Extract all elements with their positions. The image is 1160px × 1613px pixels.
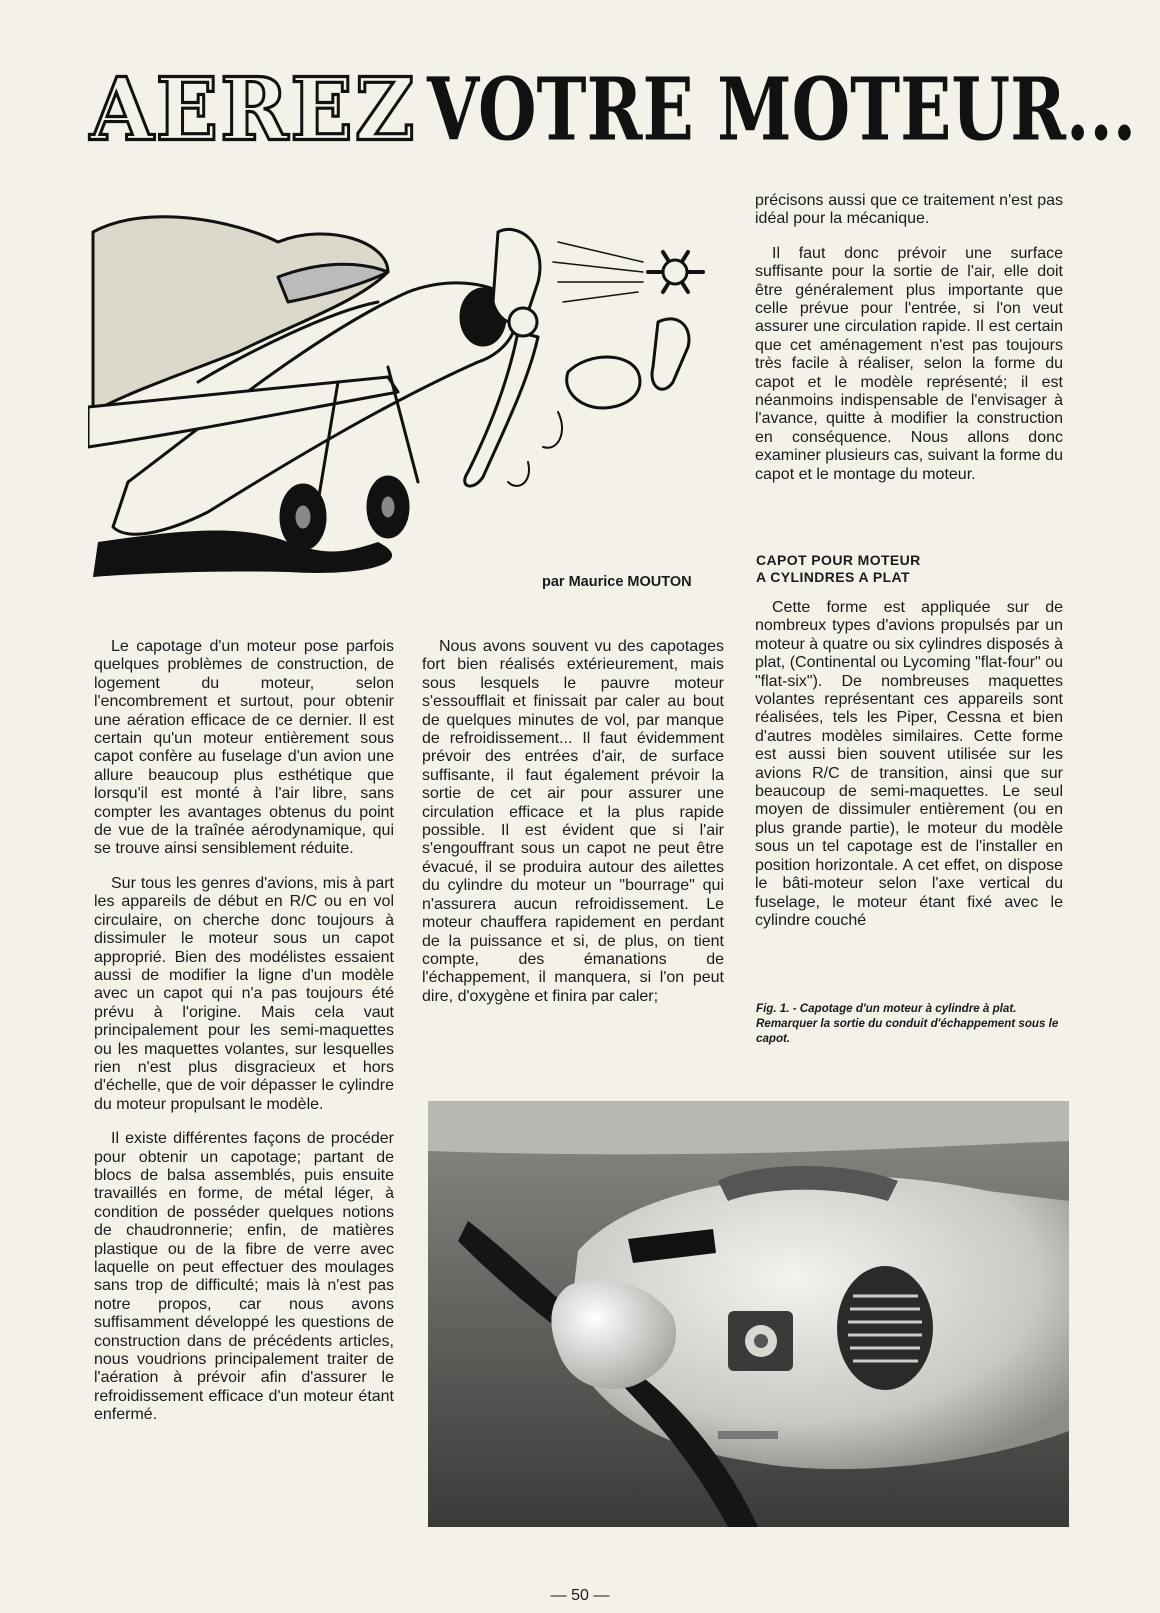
section-heading-line: A CYLINDRES A PLAT	[756, 569, 910, 585]
column-3-bottom	[755, 599, 1063, 946]
column-1	[94, 638, 394, 1441]
paragraph: Nous avons souvent vu des capotages fort bien réalisés extérieurement, mais sous lesquels le pauvre moteur s'essoufflait et finissait par caler au bout de quelques minutes de vol, par manque de refroidissement... Il faut évidemment prévoir des entrées d'air, de surface suffisante, il faut également prévoir la sortie de cet air pour assurer une circulation efficace et la plus rapide possible. Il est évident que si l'air s'engouffrant sous un capot ne peut être évacué, il se produira autour des ailettes du cylindre du moteur un "bourrage" qui n'assurera aucun refroidissement. Le moteur chauffera rapidement en perdant de la puissance et si, de plus, on tient compte, des émanations de l'échappement, il manquera, si l'on peut dire, d'oxygène et finira par caler;	[422, 638, 724, 1005]
paragraph: Cette forme est appliquée sur de nombreux types d'avions propulsés par un moteur à quatre ou six cylindres disposés à plat, (Continental ou Lycoming "flat-four" ou "flat-six"). De nombreuses maquettes volantes représentant ces appareils sont réalisées, tels les Piper, Cessna et bien d'autres modèles similaires. Cette forme est aussi bien souvent utilisée sur les avions R/C de transition, ainsi que sur beaucoup de semi-maquettes. Le seul moyen de dissimuler entièrement (ou en plus grande partie), le moteur du modèle sous un tel capotage est de l'installer en position horizontale. A cet effet, on dispose le bâti-moteur selon l'axe vertical du fuselage, le moteur étant fixé avec le cylindre couché	[755, 599, 1063, 929]
title-outline-word: AEREZ	[90, 59, 417, 161]
title-solid-words: VOTRE MOTEUR...	[426, 59, 1136, 161]
figure-caption: Fig. 1. - Capotage d'un moteur à cylindre à plat. Remarquer la sortie du conduit d'échappement sous le capot.	[756, 1002, 1059, 1045]
engine-cowling-photo	[428, 1101, 1069, 1527]
paragraph: Sur tous les genres d'avions, mis à part les appareils de début en R/C ou en vol circulaire, on cherche donc toujours à dissimuler le moteur sous un capot approprié. Bien des modélistes essaient aussi de modifier la ligne d'un modèle avec un capot qui n'a pas toujours été prévu à l'origine. Mais cela vaut principalement pour les semi-maquettes ou les maquettes volantes, sur lesquelles rien n'est plus disgracieux et hors d'échelle, que de voir dépasser le cylindre du moteur propulsant le modèle.	[94, 874, 394, 1113]
paragraph: précisons aussi que ce traitement n'est pas idéal pour la mécanique.	[755, 192, 1063, 228]
column-2	[422, 638, 724, 1022]
article-title	[90, 59, 1136, 161]
page-number: — 50 —	[550, 1587, 610, 1604]
column-3-top	[755, 192, 1063, 500]
byline: par Maurice MOUTON	[542, 574, 692, 590]
paragraph: Le capotage d'un moteur pose parfois quelques problèmes de construction, de logement du moteur, selon l'encombrement et surtout, pour obtenir une aération efficace de ce dernier. Il est certain qu'un moteur entièrement sous capot confère au fuselage d'un avion une allure beaucoup plus esthétique que lorsqu'il est monté à l'air libre, sans compter les avantages obtenus du point de vue de la traînée aérodynamique, qui se trouve ainsi sensiblement réduite.	[94, 638, 394, 858]
cartoon-illustration	[88, 182, 738, 582]
paragraph: Il existe différentes façons de procéder pour obtenir un capotage; partant de blocs de balsa assemblés, puis ensuite travaillés en forme, de métal léger, à condition de posséder quelques notions de chaudronnerie; enfin, de matières plastique ou de la fibre de verre avec laquelle on peut effectuer des moulages sans trop de difficulté; mais là n'est pas notre propos, car nous avons suffisamment développé les questions de construction dans de précédents articles, nous voudrions principalement traiter de l'aération à prévoir afin d'assurer le refroidissement efficace d'un moteur étant enfermé.	[94, 1130, 394, 1424]
section-heading-line: CAPOT POUR MOTEUR	[756, 552, 921, 568]
section-heading	[756, 552, 921, 586]
paragraph: Il faut donc prévoir une surface suffisante pour la sortie de l'air, elle doit être généralement plus importante que celle prévue pour l'entrée, si l'on veut assurer une circulation rapide. Il est certain que cet aménagement n'est pas toujours très facile à réaliser, selon la forme du capot et le modèle représenté; il est néanmoins indispensable de l'envisager à l'avance, quitte à modifier la construction en conséquence. Nous allons donc examiner plusieurs cas, suivant la forme du capot et le montage du moteur.	[755, 244, 1063, 483]
